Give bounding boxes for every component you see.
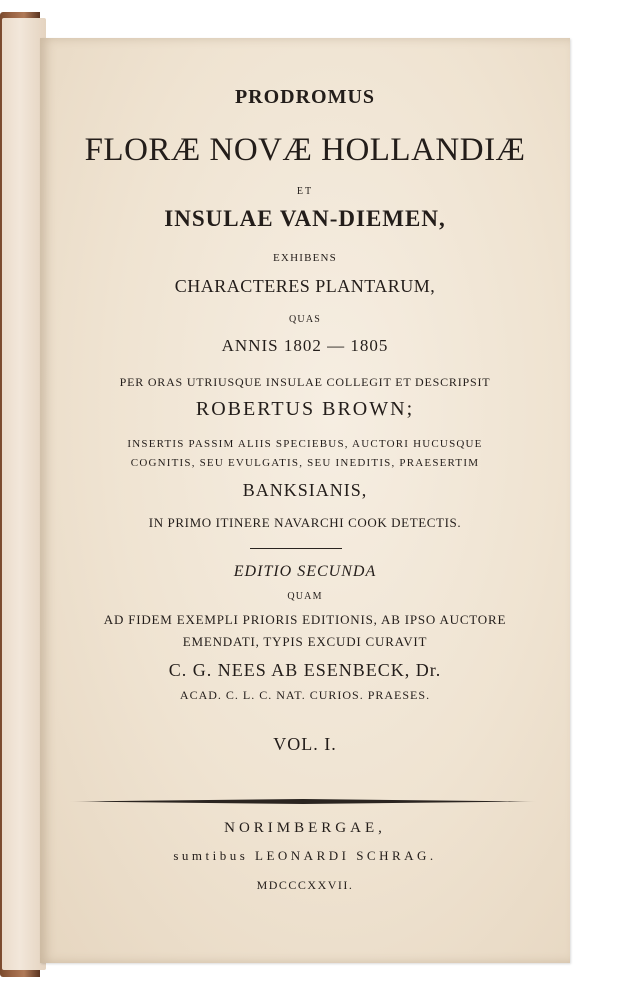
- cognitis-line: COGNITIS, SEU EVULGATIS, SEU INEDITIS, PRAESERTIM: [130, 457, 480, 469]
- place-line: NORIMBERGAE,: [224, 820, 386, 836]
- short-rule: [250, 548, 342, 549]
- editio-line: EDITIO SECUNDA: [233, 563, 377, 580]
- quam-line: QUAM: [287, 591, 323, 602]
- editor-line: C. G. NEES AB ESENBECK, Dr.: [168, 660, 442, 680]
- characteres-line: CHARACTERES PLANTARUM,: [174, 276, 436, 296]
- publisher-line: sumtibus LEONARDI SCHRAG.: [173, 848, 437, 863]
- quas-line: QUAS: [288, 314, 322, 325]
- prodromus-line: PRODROMUS: [234, 86, 376, 108]
- per-oras-line: PER ORAS UTRIUSQUE INSULAE COLLEGIT ET DESCRIPSIT: [119, 375, 491, 389]
- in-primo-line: IN PRIMO ITINERE NAVARCHI COOK DETECTIS.: [148, 515, 462, 530]
- year-line: MDCCCXXVII.: [256, 878, 354, 892]
- long-rule: [68, 799, 538, 804]
- insulae-line: INSULAE VAN-DIEMEN,: [164, 206, 446, 231]
- author-line: ROBERTUS BROWN;: [195, 398, 415, 420]
- acad-line: ACAD. C. L. C. NAT. CURIOS. PRAESES.: [179, 688, 431, 702]
- annis-line: ANNIS 1802 — 1805: [221, 336, 389, 355]
- volume-line: VOL. I.: [273, 734, 337, 754]
- exhibens-line: EXHIBENS: [273, 252, 337, 264]
- title-page: [40, 38, 570, 963]
- et-line: ET: [296, 186, 314, 197]
- insertis-line: INSERTIS PASSIM ALIIS SPECIEBUS, AUCTORI HUCUSQUE: [127, 438, 483, 450]
- main-title: FLORÆ NOVÆ HOLLANDIÆ: [84, 132, 526, 168]
- ad-fidem-line: AD FIDEM EXEMPLI PRIORIS EDITIONIS, AB IPSO AUCTORE: [103, 612, 507, 627]
- emendati-line: EMENDATI, TYPIS EXCUDI CURAVIT: [182, 634, 428, 649]
- banksianis-line: BANKSIANIS,: [242, 480, 368, 500]
